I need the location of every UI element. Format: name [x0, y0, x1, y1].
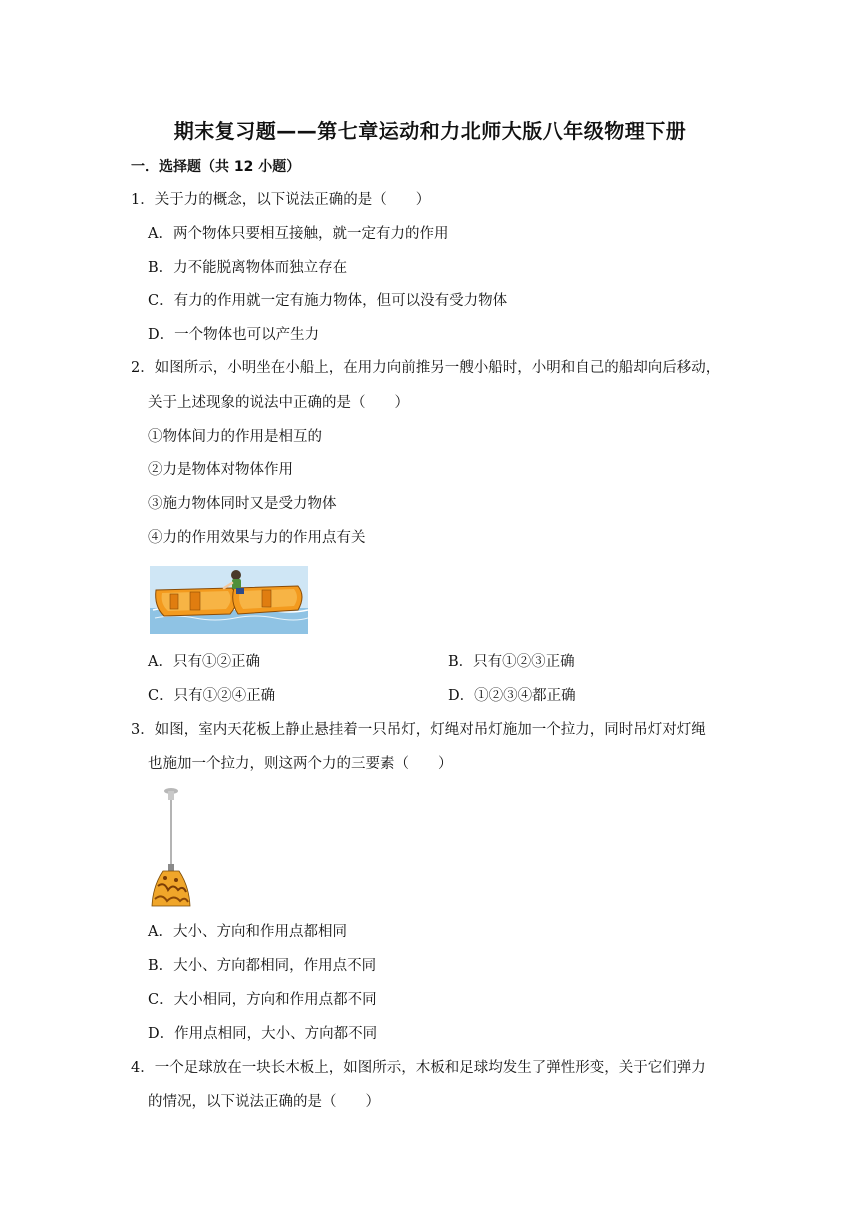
q2-statement-4: ④力的作用效果与力的作用点有关	[148, 530, 366, 546]
q1-option-d: D．一个物体也可以产生力	[148, 327, 320, 343]
q1-stem: 1．关于力的概念，以下说法正确的是（ ）	[131, 192, 431, 208]
q2-option-b: B．只有①②③正确	[448, 654, 575, 670]
q3-option-b: B．大小、方向都相同，作用点不同	[148, 958, 377, 974]
q2-option-a: A．只有①②正确	[148, 654, 260, 670]
section-heading: 一．选择题（共 12 小题）	[131, 159, 301, 175]
q3-stem-line1: 3．如图，室内天花板上静止悬挂着一只吊灯，灯绳对吊灯施加一个拉力，同时吊灯对灯绳	[131, 722, 706, 738]
q2-statement-3: ③施力物体同时又是受力物体	[148, 496, 337, 512]
q2-statement-2: ②力是物体对物体作用	[148, 462, 293, 478]
q1-option-a: A．两个物体只要相互接触，就一定有力的作用	[148, 226, 449, 242]
q1-option-c: C．有力的作用就一定有施力物体，但可以没有受力物体	[148, 293, 508, 309]
q3-stem-line2: 也施加一个拉力，则这两个力的三要素（ ）	[148, 756, 453, 772]
q2-option-d: D．①②③④都正确	[448, 688, 576, 704]
q2-stem-line1: 2．如图所示，小明坐在小船上，在用力向前推另一艘小船时，小明和自己的船却向后移动，	[131, 360, 721, 376]
q4-stem-line1: 4．一个足球放在一块长木板上，如图所示，木板和足球均发生了弹性形变，关于它们弹力	[131, 1060, 706, 1076]
q3-option-d: D．作用点相同，大小、方向都不同	[148, 1026, 378, 1042]
q4-stem-line2: 的情况，以下说法正确的是（ ）	[148, 1094, 380, 1110]
q2-option-c: C．只有①②④正确	[148, 688, 276, 704]
q1-option-b: B．力不能脱离物体而独立存在	[148, 260, 348, 276]
q2-statement-1: ①物体间力的作用是相互的	[148, 429, 322, 445]
page-title: 期末复习题——第七章运动和力北师大版八年级物理下册	[173, 119, 687, 143]
q3-option-a: A．大小、方向和作用点都相同	[148, 924, 347, 940]
q3-option-c: C．大小相同，方向和作用点都不同	[148, 992, 377, 1008]
pendant-lamp-figure	[148, 786, 194, 910]
boat-figure	[150, 566, 308, 634]
q2-stem-line2: 关于上述现象的说法中正确的是（ ）	[148, 395, 409, 411]
